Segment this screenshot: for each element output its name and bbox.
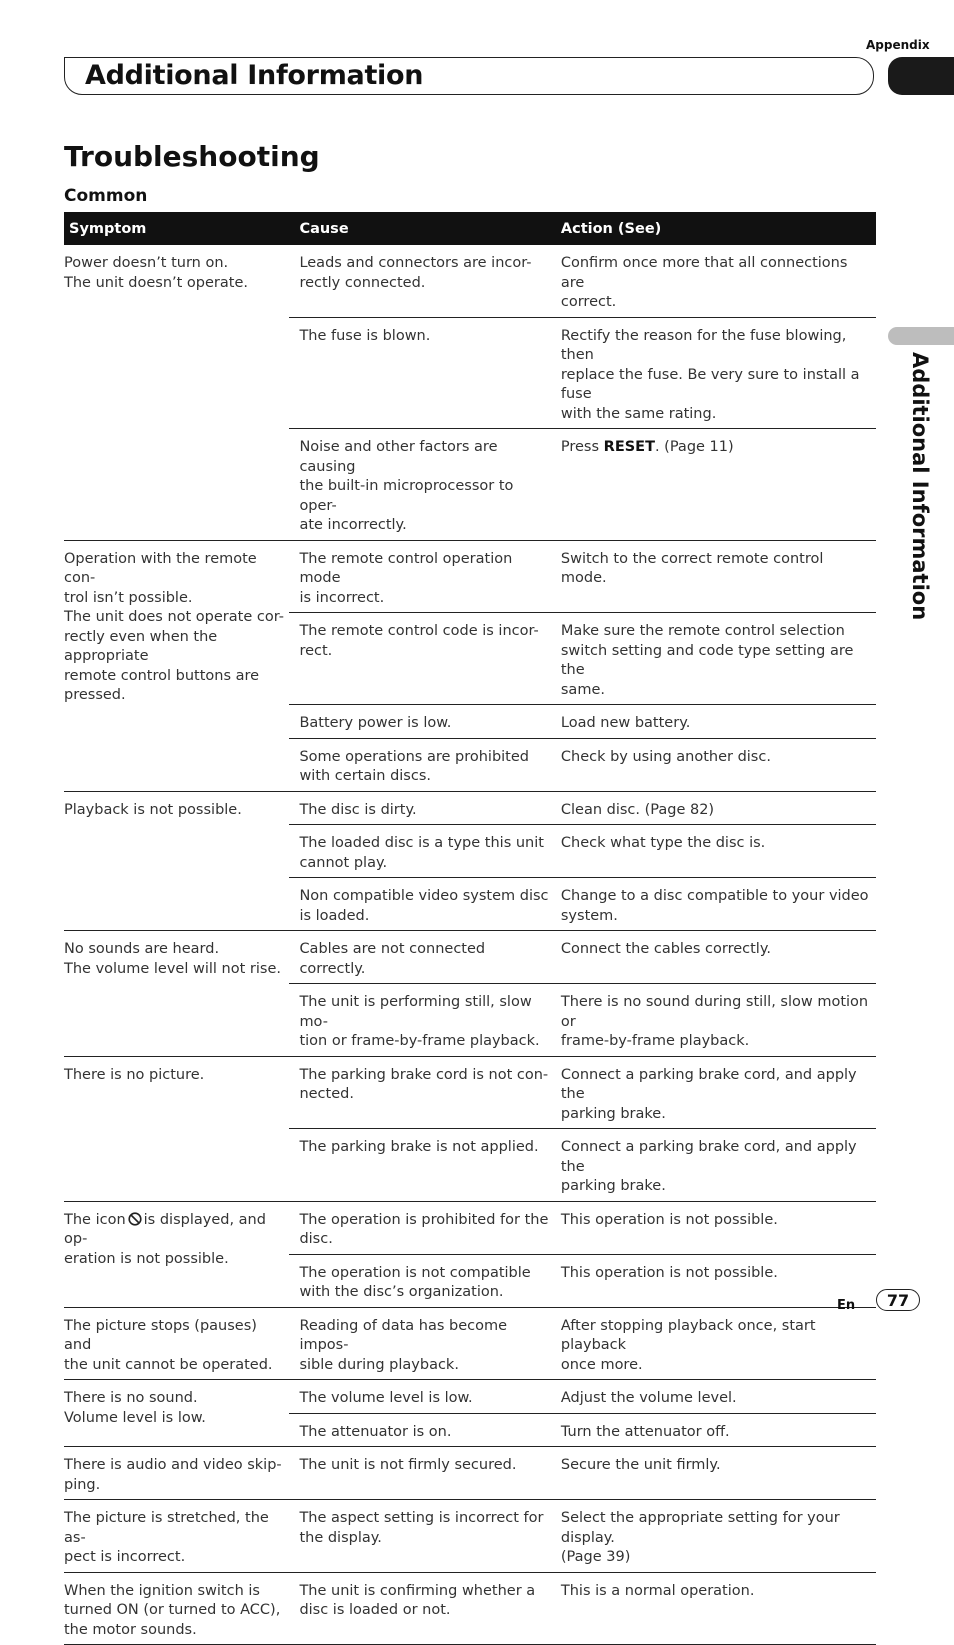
section-header bbox=[64, 57, 874, 95]
cause-text: The remote control operation mode is incorrect. bbox=[299, 550, 513, 606]
symptom-text: The picture is stretched, the as- pect is incorrect. bbox=[64, 1510, 269, 1565]
cause-cell bbox=[289, 931, 552, 984]
action-text: Confirm once more that all connections are correct. bbox=[560, 255, 848, 310]
action-cell bbox=[553, 791, 876, 825]
cause-cell bbox=[289, 1129, 552, 1202]
cause-text: The fuse is blown. bbox=[299, 327, 431, 344]
cause-text: The unit is confirming whether a disc is loaded or not. bbox=[299, 1582, 536, 1618]
action-text-prefix: Press bbox=[560, 439, 604, 455]
action-text: Check what type the disc is. bbox=[560, 835, 766, 851]
action-cell bbox=[553, 1500, 876, 1573]
table-row bbox=[64, 540, 876, 613]
action-text: Check by using another disc. bbox=[560, 748, 771, 765]
symptom-text: Playback is not possible. bbox=[64, 801, 242, 818]
symptom-cell bbox=[64, 1500, 289, 1573]
symptom-cell bbox=[64, 1201, 289, 1307]
action-text: Connect the cables correctly. bbox=[560, 941, 771, 957]
action-text: Clean disc. (Page 82) bbox=[560, 801, 715, 818]
action-text: Make sure the remote control selection switch setting and code type setting are the same. bbox=[560, 623, 854, 698]
cause-cell bbox=[289, 1447, 552, 1500]
cause-text: The parking brake is not applied. bbox=[299, 1139, 539, 1155]
action-text: This is a normal operation. bbox=[560, 1582, 755, 1599]
action-cell bbox=[553, 1447, 876, 1500]
cause-cell bbox=[289, 429, 552, 541]
side-label bbox=[908, 352, 932, 621]
page-title: Troubleshooting bbox=[64, 140, 320, 173]
page-number: 77 bbox=[876, 1289, 920, 1311]
action-cell bbox=[553, 1201, 876, 1254]
symptom-text: No sounds are heard. The volume level will not rise. bbox=[64, 941, 281, 977]
cause-text: The volume level is low. bbox=[299, 1390, 473, 1406]
cause-cell bbox=[289, 1500, 552, 1573]
symptom-text: There is no picture. bbox=[64, 1066, 205, 1083]
symptom-text-suffix: is displayed, and op- eration is not possible. bbox=[64, 1211, 266, 1267]
prohibited-icon bbox=[128, 1212, 142, 1226]
table-row bbox=[64, 1500, 876, 1573]
action-cell bbox=[553, 540, 876, 613]
action-text: Connect a parking brake cord, and apply the parking brake. bbox=[560, 1139, 857, 1194]
cause-text: The remote control code is incor- rect. bbox=[299, 623, 539, 659]
cause-text: The loaded disc is a type this unit cannot play. bbox=[299, 835, 544, 871]
table-row bbox=[64, 1056, 876, 1129]
header-cause: Cause bbox=[289, 212, 552, 245]
action-text: Rectify the reason for the fuse blowing, then replace the fuse. Be very sure to install a fuse with the same rating. bbox=[560, 327, 860, 422]
cause-cell bbox=[289, 1572, 552, 1645]
action-cell bbox=[553, 245, 876, 317]
table-row bbox=[64, 791, 876, 825]
symptom-text: The picture stops (pauses) and the unit cannot be operated. bbox=[64, 1317, 273, 1373]
cause-text: Leads and connectors are incor- rectly connected. bbox=[299, 255, 532, 291]
symptom-cell bbox=[64, 1307, 289, 1380]
action-cell bbox=[553, 1572, 876, 1645]
subsection-title: Common bbox=[64, 186, 148, 206]
side-tab-marker bbox=[888, 327, 954, 345]
action-cell bbox=[553, 878, 876, 931]
symptom-cell bbox=[64, 245, 289, 540]
cause-text: The parking brake cord is not con- nected. bbox=[299, 1066, 549, 1102]
table-header-row bbox=[64, 212, 876, 245]
symptom-cell bbox=[64, 1380, 289, 1447]
symptom-cell bbox=[64, 1572, 289, 1645]
table-row bbox=[64, 1307, 876, 1380]
action-text: Secure the unit firmly. bbox=[560, 1457, 721, 1473]
cause-cell bbox=[289, 245, 552, 317]
action-cell bbox=[553, 1254, 876, 1307]
action-cell bbox=[553, 317, 876, 429]
symptom-text-prefix: The icon bbox=[64, 1211, 126, 1228]
symptom-cell bbox=[64, 791, 289, 931]
action-text: This operation is not possible. bbox=[560, 1211, 778, 1228]
action-cell bbox=[553, 931, 876, 984]
table-row bbox=[64, 931, 876, 984]
action-cell bbox=[553, 429, 876, 541]
action-cell bbox=[553, 1380, 876, 1414]
action-cell bbox=[553, 1307, 876, 1380]
cause-text: The disc is dirty. bbox=[299, 801, 417, 818]
cause-text: Cables are not connected correctly. bbox=[299, 941, 486, 977]
action-text: Change to a disc compatible to your video system. bbox=[560, 888, 869, 924]
cause-text: Noise and other factors are causing the built-in microprocessor to oper- ate incorrectly. bbox=[299, 439, 514, 533]
action-text: Turn the attenuator off. bbox=[560, 1423, 730, 1440]
cause-text: The attenuator is on. bbox=[299, 1423, 452, 1440]
action-cell bbox=[553, 825, 876, 878]
symptom-text: There is audio and video skip- ping. bbox=[64, 1457, 282, 1493]
cause-text: Some operations are prohibited with certain discs. bbox=[299, 748, 529, 784]
cause-cell bbox=[289, 878, 552, 931]
symptom-cell bbox=[64, 931, 289, 1057]
section-header-title: Additional Information bbox=[85, 60, 424, 91]
symptom-cell bbox=[64, 1447, 289, 1500]
cause-cell bbox=[289, 705, 552, 739]
cause-cell bbox=[289, 1056, 552, 1129]
cause-text: The operation is prohibited for the disc. bbox=[299, 1211, 549, 1247]
appendix-label: Appendix bbox=[866, 38, 930, 52]
header-action: Action (See) bbox=[553, 212, 876, 245]
action-text: After stopping playback once, start playback once more. bbox=[560, 1317, 816, 1373]
table-row bbox=[64, 1572, 876, 1645]
action-cell bbox=[553, 738, 876, 791]
cause-text: The operation is not compatible with the disc’s organization. bbox=[299, 1264, 531, 1300]
side-label-text: Additional Information bbox=[908, 352, 932, 621]
action-text: This operation is not possible. bbox=[560, 1264, 778, 1281]
cause-cell bbox=[289, 1201, 552, 1254]
cause-cell bbox=[289, 540, 552, 613]
action-text: Load new battery. bbox=[560, 715, 691, 731]
action-cell bbox=[553, 1413, 876, 1447]
action-text-suffix: . (Page 11) bbox=[654, 439, 734, 455]
action-text: Select the appropriate setting for your display. (Page 39) bbox=[560, 1510, 840, 1565]
action-cell bbox=[553, 613, 876, 705]
cause-text: The unit is not firmly secured. bbox=[299, 1457, 517, 1473]
action-cell bbox=[553, 1129, 876, 1202]
cause-cell bbox=[289, 1413, 552, 1447]
action-cell bbox=[553, 705, 876, 739]
symptom-text: There is no sound. Volume level is low. bbox=[64, 1390, 206, 1426]
language-label: En bbox=[837, 1298, 856, 1313]
cause-cell bbox=[289, 984, 552, 1057]
cause-cell bbox=[289, 791, 552, 825]
cause-text: The unit is performing still, slow mo- tion or frame-by-frame playback. bbox=[299, 994, 540, 1049]
reset-button-label: RESET bbox=[603, 439, 655, 455]
symptom-text: When the ignition switch is turned ON (or turned to ACC), the motor sounds. bbox=[64, 1582, 281, 1638]
table-row bbox=[64, 1380, 876, 1414]
cause-cell bbox=[289, 1380, 552, 1414]
cause-cell bbox=[289, 317, 552, 429]
symptom-cell bbox=[64, 540, 289, 791]
cause-cell bbox=[289, 1254, 552, 1307]
action-cell bbox=[553, 984, 876, 1057]
table-row bbox=[64, 1201, 876, 1254]
cause-cell bbox=[289, 738, 552, 791]
cause-cell bbox=[289, 825, 552, 878]
header-symptom: Symptom bbox=[64, 212, 289, 245]
cause-cell bbox=[289, 613, 552, 705]
action-text: Adjust the volume level. bbox=[560, 1390, 737, 1406]
troubleshooting-table bbox=[64, 212, 876, 1645]
cause-text: Reading of data has become impos- sible during playback. bbox=[299, 1317, 508, 1373]
symptom-text: Power doesn’t turn on. The unit doesn’t operate. bbox=[64, 255, 248, 291]
cause-text: Non compatible video system disc is loaded. bbox=[299, 888, 549, 924]
table-row bbox=[64, 1447, 876, 1500]
cause-text: The aspect setting is incorrect for the display. bbox=[299, 1510, 544, 1546]
section-tab-marker bbox=[888, 57, 954, 95]
action-text: Connect a parking brake cord, and apply the parking brake. bbox=[560, 1066, 857, 1122]
symptom-text: Operation with the remote con- trol isn’t possible. The unit does not operate cor- rectly even when the appropriate remote control buttons are pressed. bbox=[64, 550, 284, 703]
cause-text: Battery power is low. bbox=[299, 715, 452, 731]
action-text: There is no sound during still, slow motion or frame-by-frame playback. bbox=[560, 994, 869, 1049]
cause-cell bbox=[289, 1307, 552, 1380]
action-cell bbox=[553, 1056, 876, 1129]
action-text: Switch to the correct remote control mode. bbox=[560, 550, 824, 586]
symptom-cell bbox=[64, 1056, 289, 1201]
table-row bbox=[64, 245, 876, 317]
